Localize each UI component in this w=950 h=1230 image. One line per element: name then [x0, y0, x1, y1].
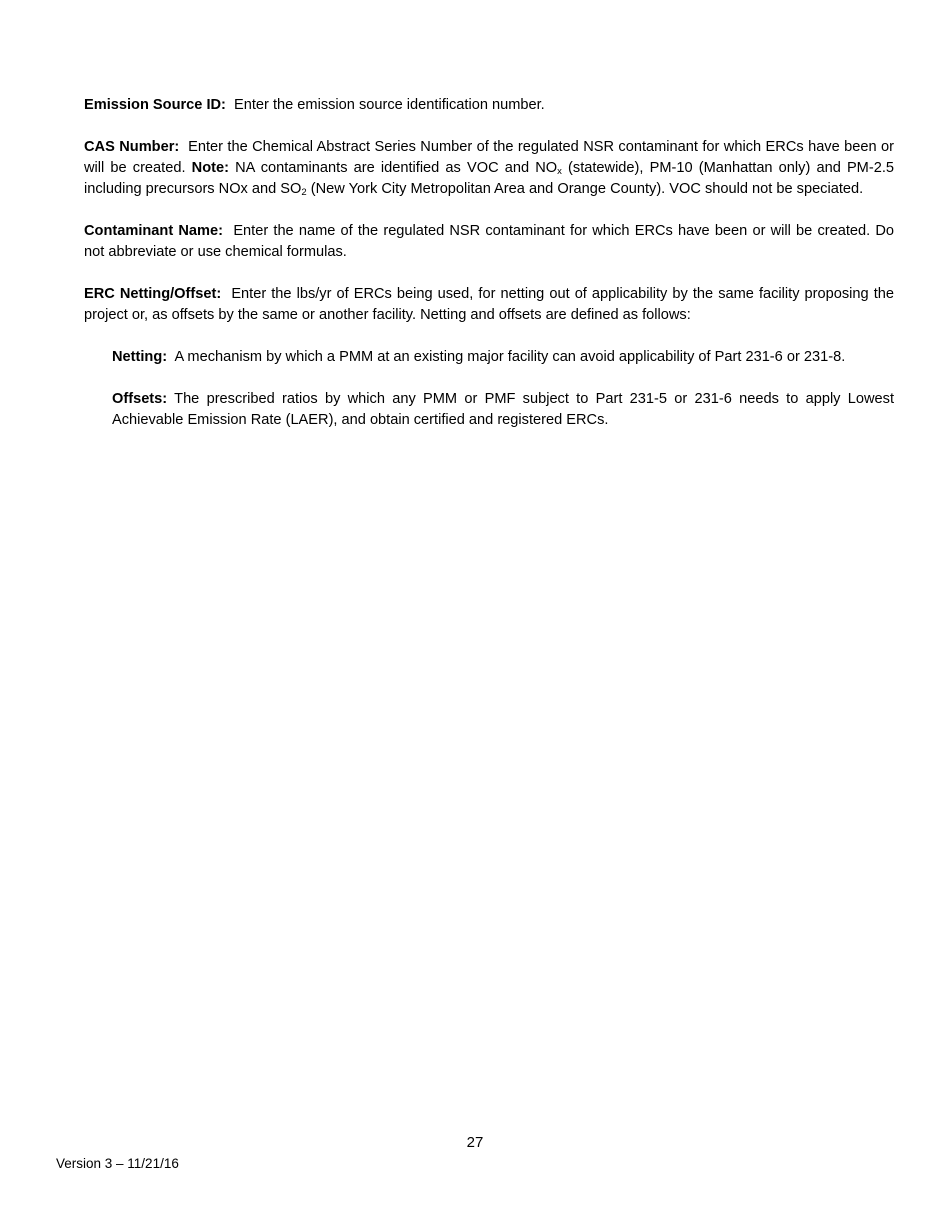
erc-netting-text: Enter the lbs/yr of ERCs being used, for netting out of applicability by the same facility proposing the project or, as offsets by the same or another facility. Netting and offsets are defined as follows: — [84, 286, 894, 323]
erc-netting-term: ERC Netting/Offset: — [84, 286, 222, 302]
emission-source-paragraph — [84, 95, 894, 116]
cas-number-note-text-2: (statewide), PM-10 (Manhattan only) and PM-2.5 including precursors NOx and SO — [84, 160, 894, 197]
so2-subscript: 2 — [301, 187, 307, 198]
cas-number-note-text-3: (New York City Metropolitan Area and Orange County). VOC should not be speciated. — [310, 181, 864, 197]
emission-source-text: Enter the emission source identification number. — [234, 97, 545, 113]
cas-number-text: Enter the Chemical Abstract Series Number of the regulated NSR contaminant for which ERCs have been or will be created. — [84, 139, 895, 176]
netting-paragraph — [112, 347, 894, 368]
netting-term: Netting: — [112, 349, 168, 365]
netting-text: A mechanism by which a PMM at an existing major facility can avoid applicability of Part 231-6 or 231-8. — [174, 349, 846, 365]
contaminant-name-term: Contaminant Name: — [84, 223, 223, 239]
offsets-paragraph — [112, 389, 894, 431]
page-number: 27 — [466, 1134, 484, 1151]
erc-netting-paragraph — [84, 284, 894, 326]
contaminant-name-paragraph — [84, 221, 894, 263]
contaminant-name-text: Enter the name of the regulated NSR contaminant for which ERCs have been or will be created. Do not abbreviate or use chemical formulas. — [84, 223, 895, 260]
cas-number-paragraph — [84, 137, 894, 200]
version-label: Version 3 – 11/21/16 — [56, 1156, 179, 1171]
cas-number-note-text: NA contaminants are identified as VOC and NO — [235, 160, 558, 176]
cas-number-term: CAS Number: — [84, 139, 180, 155]
note-label: Note: — [191, 160, 229, 176]
emission-source-term: Emission Source ID: — [84, 97, 226, 113]
page-content — [84, 95, 894, 452]
nox-subscript: x — [557, 166, 562, 177]
offsets-term: Offsets: — [112, 391, 168, 407]
offsets-text: The prescribed ratios by which any PMM or PMF subject to Part 231-5 or 231-6 needs to apply Lowest Achievable Emission Rate (LAER), and obtain certified and registered ERCs. — [112, 391, 894, 428]
